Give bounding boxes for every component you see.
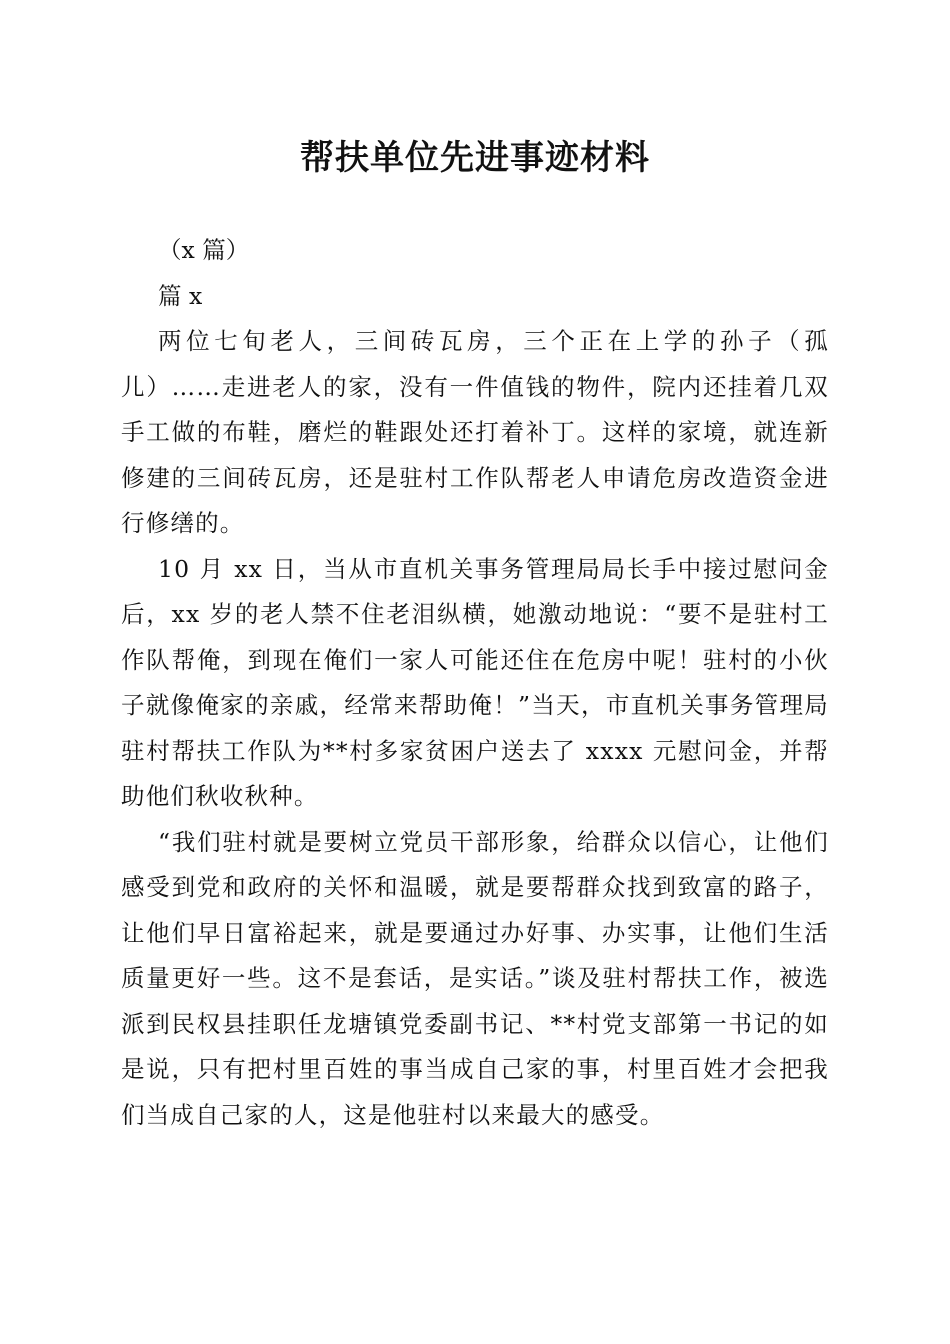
paragraph-3: “我们驻村就是要树立党员干部形象，给群众以信心，让他们感受到党和政府的关怀和温暖，就是要帮群众找到致富的路子，让他们早日富裕起来，就是要通过办好事、办实事，让他们生活质量更好一些。这不是套话，是实话。”谈及驻村帮扶工作，被选派到民权县挂职任龙塘镇党委副书记、**村党支部第一书记的如是说，只有把村里百姓的事当成自己家的事，村里百姓才会把我们当成自己家的人，这是他驻村以来最大的感受。 [121, 827, 829, 1129]
document-title: 帮扶单位先进事迹材料 [300, 138, 650, 178]
count-note: （x 篇） [158, 236, 250, 264]
section-label: 篇 x [158, 281, 203, 310]
paragraph-2: 10 月 xx 日，当从市直机关事务管理局局长手中接过慰问金后，xx 岁的老人禁不住老泪纵横，她激动地说：“要不是驻村工作队帮俺，到现在俺们一家人可能还住在危房中呢！驻村的小伙子就像俺家的亲戚，经常来帮助俺！”当天，市直机关事务管理局驻村帮扶工作队为**村多家贫困户送去了 xxxx 元慰问金，并帮助他们秋收秋种。 [121, 554, 829, 810]
document-body [121, 228, 829, 1138]
paragraph-1: 两位七旬老人，三间砖瓦房，三个正在上学的孙子（孤儿）……走进老人的家，没有一件值钱的物件，院内还挂着几双手工做的布鞋，磨烂的鞋跟处还打着补丁。这样的家境，就连新修建的三间砖瓦房，还是驻村工作队帮老人申请危房改造资金进行修缮的。 [121, 327, 829, 537]
